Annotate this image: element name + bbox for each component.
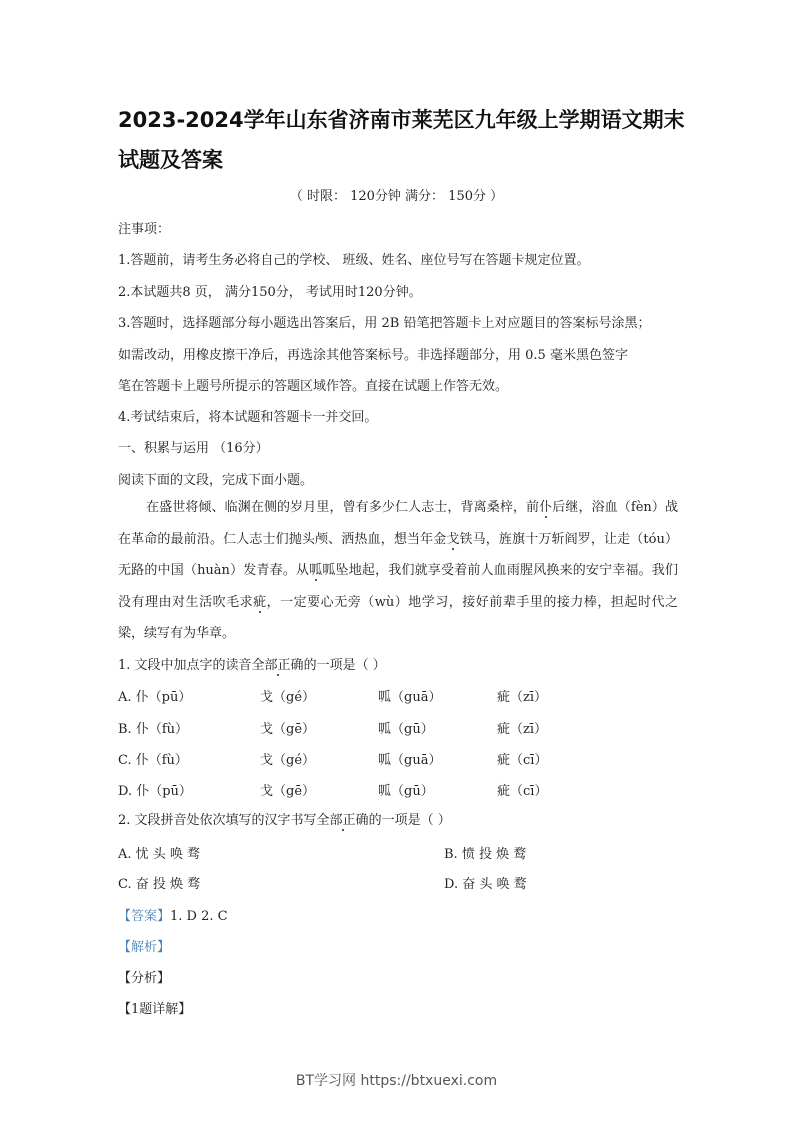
dotted-char: 全部正确: [316, 813, 369, 828]
stem-text: 2. 文段拼音处依次填写的汉字书写: [118, 813, 317, 828]
q1-option-c: 疵（cī）: [497, 753, 548, 768]
page-title: 2023-2024学年山东省济南市莱芜区九年级上学期语文期末试题及答案: [118, 108, 685, 172]
stem-text: 1. 文段中加点字的读音: [118, 658, 252, 673]
analysis-label: 【解析】: [118, 940, 171, 955]
answer-label: 【答案】: [118, 909, 171, 924]
section-heading: 一、积累与运用 （16分）: [118, 441, 269, 456]
dotted-char: 戈: [446, 531, 460, 547]
dotted-char: 仆: [539, 500, 553, 515]
dotted-char: 疵: [253, 594, 267, 610]
q1-option-c: 戈（gé）: [260, 753, 316, 768]
q1-option-c: 呱（guā）: [378, 753, 442, 768]
footer-watermark: BT学习网 https://btxuexi.com: [295, 1073, 498, 1089]
q2-option-a: A. 忧 头 唤 骛: [118, 847, 201, 862]
notice-item: 如需改动，用橡皮擦干净后，再选涂其他答案标号。非选择题部分，用 0.5 毫米黑色签字: [118, 348, 628, 363]
passage-text: 呱坠地起，我们就享受着前人血雨腥风换来的安宁幸福。我们没有理由对生活吹毛求: [118, 563, 678, 610]
q1-option-a: 戈（gé）: [260, 690, 316, 705]
q1-option-d: D. 仆（pū）: [118, 784, 192, 799]
q2-option-d: D. 奋 头 唤 鹜: [444, 877, 527, 892]
notice-item: 3.答题时，选择题部分每小题选出答案后，用 2B 铅笔把答题卡上对应题目的答案标号涂黑；: [118, 316, 651, 331]
notice-item: 2.本试题共8 页， 满分150分， 考试用时120分钟。: [118, 285, 422, 300]
fenxi-label: 【分析】: [118, 971, 171, 986]
stem-text: 的一项是（ ）: [368, 813, 451, 828]
q1-option-d: 戈（gē）: [260, 784, 316, 799]
question-2-stem: [118, 809, 451, 828]
detail-label: 【1题详解】: [118, 1002, 192, 1017]
dotted-char: 全部正确: [251, 658, 304, 673]
q1-option-d: 疵（cī）: [497, 784, 548, 799]
dotted-char: 呱: [309, 563, 323, 578]
notice-item: 1.答题前，请考生务必将自己的学校、 班级、姓名、座位号写在答题卡规定位置。: [118, 253, 590, 268]
q2-option-c: C. 奋 投 焕 骛: [118, 877, 201, 892]
exam-time-score: （ 时限： 120分钟 满分： 150分 ）: [289, 189, 504, 204]
reading-instruction: 阅读下面的文段，完成下面小题。: [118, 473, 314, 488]
q1-option-b: 呱（gū）: [378, 722, 434, 737]
answer-text: 1. D 2. C: [170, 909, 228, 924]
q1-option-c: C. 仆（fù）: [118, 753, 188, 768]
q1-option-d: 呱（gū）: [378, 784, 434, 799]
q1-option-b: B. 仆（fù）: [118, 722, 189, 737]
stem-text: 的一项是（ ）: [303, 658, 386, 673]
notice-item: 笔在答题卡上题号所提示的答题区域作答。直接在试题上作答无效。: [118, 379, 509, 394]
q1-option-a: 呱（guā）: [378, 690, 442, 705]
q1-option-a: 疵（zī）: [497, 690, 548, 705]
q1-option-b: 戈（gē）: [260, 722, 316, 737]
passage-text: 后继，浴血（fèn）战在革命的最前沿。仁人志士们抛头颅、洒热血，想当年金: [118, 500, 678, 547]
q1-option-b: 疵（zī）: [497, 722, 548, 737]
passage-text: 铁马，旌旗十万斩阎罗，让走（tóu）无路的中国（huàn）发青春。从: [118, 531, 678, 578]
answer-line: [118, 905, 228, 924]
passage-text: 在盛世将倾、临渊在侧的岁月里，曾有多少仁人志士，背离桑梓，前: [146, 500, 540, 515]
q2-option-b: B. 愤 投 焕 鹜: [444, 847, 527, 862]
passage-text: ，一定要心无旁（wù）地学习，接好前辈手里的接力棒，担起时代之梁，续写有为华章。: [118, 594, 678, 641]
reading-passage: [118, 492, 678, 650]
q1-option-a: A. 仆（pū）: [118, 690, 192, 705]
notice-item: 4.考试结束后，将本试题和答题卡一并交回。: [118, 410, 378, 425]
dotted-words: [252, 658, 304, 673]
notice-heading: 注事项：: [118, 222, 171, 237]
question-1-stem: [118, 654, 386, 673]
